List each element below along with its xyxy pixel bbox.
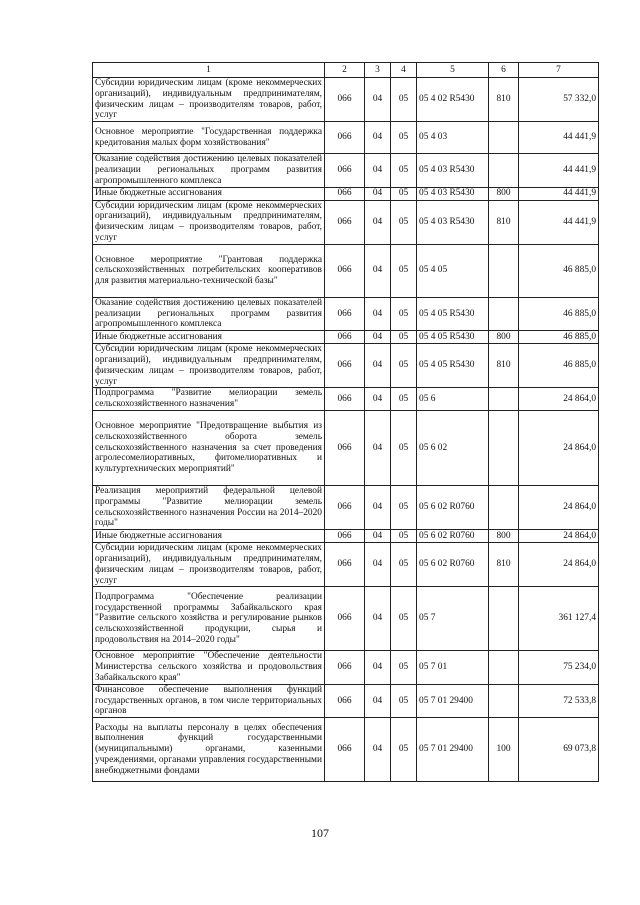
column-header-5: 5	[417, 63, 489, 78]
cell-amount: 57 332,0	[519, 78, 599, 122]
table-row	[93, 78, 599, 122]
cell-amount: 44 441,9	[519, 122, 599, 154]
cell-item-name: Подпрограмма "Развитие мелиорации земель сельскохозяйственного назначения"	[93, 388, 325, 411]
cell-target-article-code: 05 6 02 R0760	[417, 485, 489, 529]
cell-item-name: Основное мероприятие "Государственная поддержка кредитования малых форм хозяйствования"	[93, 122, 325, 154]
cell-target-article-code: 05 4 05 R5430	[417, 344, 489, 388]
cell-amount: 72 533,8	[519, 684, 599, 717]
cell-item-name: Основное мероприятие "Предотвращение выбытия из сельскохозяйственного оборота земель сельскохозяйственного назначения за счет проведения агролесомелиоративных, фитомелиоративных и культуртехнических мероприятий"	[93, 410, 325, 485]
cell-subsection-code: 05	[391, 154, 417, 187]
cell-ministry-code: 066	[325, 78, 365, 122]
cell-section-code: 04	[365, 331, 391, 344]
cell-subsection-code: 05	[391, 244, 417, 297]
cell-target-article-code: 05 4 03 R5430	[417, 154, 489, 187]
cell-section-code: 04	[365, 485, 391, 529]
cell-target-article-code: 05 7 01 29400	[417, 684, 489, 717]
cell-subsection-code: 05	[391, 718, 417, 782]
cell-item-name: Субсидии юридическим лицам (кроме некоммерческих организаций), индивидуальным предпринимателям, физическим лицам – производителям товаров, работ, услуг	[93, 200, 325, 244]
cell-section-code: 04	[365, 187, 391, 200]
cell-target-article-code: 05 4 05	[417, 244, 489, 297]
cell-section-code: 04	[365, 530, 391, 543]
table-row	[93, 187, 599, 200]
cell-subsection-code: 05	[391, 543, 417, 587]
cell-expense-type-code: 100	[489, 718, 519, 782]
cell-expense-type-code	[489, 297, 519, 330]
cell-subsection-code: 05	[391, 388, 417, 411]
cell-expense-type-code: 810	[489, 200, 519, 244]
cell-amount: 46 885,0	[519, 297, 599, 330]
table-row	[93, 344, 599, 388]
cell-section-code: 04	[365, 344, 391, 388]
cell-subsection-code: 05	[391, 530, 417, 543]
cell-target-article-code: 05 6 02 R0760	[417, 530, 489, 543]
column-header-3: 3	[365, 63, 391, 78]
cell-section-code: 04	[365, 684, 391, 717]
cell-amount: 24 864,0	[519, 388, 599, 411]
table-row	[93, 331, 599, 344]
cell-subsection-code: 05	[391, 485, 417, 529]
cell-expense-type-code: 800	[489, 187, 519, 200]
cell-amount: 44 441,9	[519, 154, 599, 187]
cell-expense-type-code	[489, 651, 519, 684]
cell-target-article-code: 05 4 05 R5430	[417, 297, 489, 330]
cell-ministry-code: 066	[325, 200, 365, 244]
cell-section-code: 04	[365, 410, 391, 485]
cell-ministry-code: 066	[325, 543, 365, 587]
cell-item-name: Оказание содействия достижению целевых показателей реализации региональных программ развития агропромышленного комплекса	[93, 297, 325, 330]
table-row	[93, 651, 599, 684]
cell-expense-type-code	[489, 244, 519, 297]
cell-section-code: 04	[365, 122, 391, 154]
cell-item-name: Подпрограмма "Обеспечение реализации государственной программы Забайкальского края "Развитие сельского хозяйства и регулирование рынков сельскохозяйственной продукции, сырья и продовольствия на 2014–2020 годы"	[93, 587, 325, 651]
cell-amount: 361 127,4	[519, 587, 599, 651]
cell-target-article-code: 05 4 03 R5430	[417, 187, 489, 200]
table-row	[93, 244, 599, 297]
cell-item-name: Основное мероприятие "Обеспечение деятельности Министерства сельского хозяйства и продовольствия Забайкальского края"	[93, 651, 325, 684]
cell-expense-type-code: 810	[489, 344, 519, 388]
cell-ministry-code: 066	[325, 388, 365, 411]
cell-ministry-code: 066	[325, 410, 365, 485]
cell-amount: 24 864,0	[519, 543, 599, 587]
cell-section-code: 04	[365, 200, 391, 244]
cell-section-code: 04	[365, 543, 391, 587]
cell-section-code: 04	[365, 651, 391, 684]
cell-item-name: Реализация мероприятий федеральной целевой программы "Развитие мелиорации земель сельскохозяйственного назначения России на 2014–2020 годы"	[93, 485, 325, 529]
page-number: 107	[311, 826, 329, 840]
cell-item-name: Оказание содействия достижению целевых показателей реализации региональных программ развития агропромышленного комплекса	[93, 154, 325, 187]
cell-section-code: 04	[365, 388, 391, 411]
cell-item-name: Расходы на выплаты персоналу в целях обеспечения выполнения функций государственными (муниципальными) органами, казенными учреждениями, органами управления государственными внебюджетными фондами	[93, 718, 325, 782]
cell-expense-type-code: 800	[489, 331, 519, 344]
cell-target-article-code: 05 6	[417, 388, 489, 411]
cell-amount: 46 885,0	[519, 244, 599, 297]
cell-expense-type-code	[489, 485, 519, 529]
cell-amount: 44 441,9	[519, 187, 599, 200]
table-row	[93, 154, 599, 187]
cell-section-code: 04	[365, 78, 391, 122]
cell-subsection-code: 05	[391, 122, 417, 154]
cell-amount: 24 864,0	[519, 485, 599, 529]
cell-ministry-code: 066	[325, 244, 365, 297]
cell-item-name: Иные бюджетные ассигнования	[93, 530, 325, 543]
cell-subsection-code: 05	[391, 78, 417, 122]
cell-amount: 24 864,0	[519, 530, 599, 543]
table-row	[93, 122, 599, 154]
cell-ministry-code: 066	[325, 331, 365, 344]
cell-subsection-code: 05	[391, 200, 417, 244]
cell-subsection-code: 05	[391, 651, 417, 684]
table-row	[93, 543, 599, 587]
table-body	[93, 78, 599, 782]
cell-expense-type-code: 800	[489, 530, 519, 543]
cell-subsection-code: 05	[391, 187, 417, 200]
table-row	[93, 388, 599, 411]
cell-ministry-code: 066	[325, 651, 365, 684]
cell-section-code: 04	[365, 244, 391, 297]
cell-amount: 46 885,0	[519, 331, 599, 344]
cell-item-name: Иные бюджетные ассигнования	[93, 187, 325, 200]
cell-ministry-code: 066	[325, 587, 365, 651]
table-row	[93, 684, 599, 717]
cell-ministry-code: 066	[325, 122, 365, 154]
cell-ministry-code: 066	[325, 530, 365, 543]
cell-ministry-code: 066	[325, 684, 365, 717]
cell-target-article-code: 05 7 01	[417, 651, 489, 684]
cell-amount: 75 234,0	[519, 651, 599, 684]
cell-item-name: Основное мероприятие "Грантовая поддержка сельскохозяйственных потребительских кооперативов для развития материально-технической базы"	[93, 244, 325, 297]
cell-expense-type-code: 810	[489, 543, 519, 587]
cell-expense-type-code	[489, 684, 519, 717]
cell-expense-type-code	[489, 154, 519, 187]
column-header-7: 7	[519, 63, 599, 78]
table-row	[93, 587, 599, 651]
cell-amount: 69 073,8	[519, 718, 599, 782]
cell-item-name: Субсидии юридическим лицам (кроме некоммерческих организаций), индивидуальным предпринимателям, физическим лицам – производителям товаров, работ, услуг	[93, 78, 325, 122]
cell-ministry-code: 066	[325, 718, 365, 782]
cell-expense-type-code	[489, 587, 519, 651]
cell-item-name: Иные бюджетные ассигнования	[93, 331, 325, 344]
cell-target-article-code: 05 4 03 R5430	[417, 200, 489, 244]
table-row	[93, 410, 599, 485]
cell-ministry-code: 066	[325, 297, 365, 330]
cell-target-article-code: 05 4 02 R5430	[417, 78, 489, 122]
cell-target-article-code: 05 4 05 R5430	[417, 331, 489, 344]
cell-item-name: Финансовое обеспечение выполнения функций государственных органов, в том числе территориальных органов	[93, 684, 325, 717]
cell-subsection-code: 05	[391, 410, 417, 485]
cell-item-name: Субсидии юридическим лицам (кроме некоммерческих организаций), индивидуальным предпринимателям, физическим лицам – производителям товаров, работ, услуг	[93, 344, 325, 388]
cell-subsection-code: 05	[391, 587, 417, 651]
cell-ministry-code: 066	[325, 187, 365, 200]
cell-subsection-code: 05	[391, 331, 417, 344]
table-row	[93, 718, 599, 782]
cell-subsection-code: 05	[391, 684, 417, 717]
cell-section-code: 04	[365, 718, 391, 782]
cell-amount: 44 441,9	[519, 200, 599, 244]
cell-amount: 46 885,0	[519, 344, 599, 388]
cell-section-code: 04	[365, 297, 391, 330]
column-header-4: 4	[391, 63, 417, 78]
cell-target-article-code: 05 4 03	[417, 122, 489, 154]
cell-subsection-code: 05	[391, 297, 417, 330]
cell-ministry-code: 066	[325, 485, 365, 529]
table-row	[93, 530, 599, 543]
table-row	[93, 297, 599, 330]
cell-ministry-code: 066	[325, 154, 365, 187]
cell-expense-type-code	[489, 122, 519, 154]
cell-subsection-code: 05	[391, 344, 417, 388]
column-header-2: 2	[325, 63, 365, 78]
table-header-row	[93, 63, 599, 78]
table-row	[93, 200, 599, 244]
cell-target-article-code: 05 7 01 29400	[417, 718, 489, 782]
cell-section-code: 04	[365, 154, 391, 187]
column-header-6: 6	[489, 63, 519, 78]
budget-table	[92, 62, 599, 782]
cell-target-article-code: 05 7	[417, 587, 489, 651]
column-header-1: 1	[93, 63, 325, 78]
cell-target-article-code: 05 6 02 R0760	[417, 543, 489, 587]
cell-item-name: Субсидии юридическим лицам (кроме некоммерческих организаций), индивидуальным предпринимателям, физическим лицам – производителям товаров, работ, услуг	[93, 543, 325, 587]
cell-expense-type-code	[489, 410, 519, 485]
cell-section-code: 04	[365, 587, 391, 651]
cell-expense-type-code: 810	[489, 78, 519, 122]
cell-amount: 24 864,0	[519, 410, 599, 485]
cell-expense-type-code	[489, 388, 519, 411]
table-row	[93, 485, 599, 529]
cell-ministry-code: 066	[325, 344, 365, 388]
cell-target-article-code: 05 6 02	[417, 410, 489, 485]
